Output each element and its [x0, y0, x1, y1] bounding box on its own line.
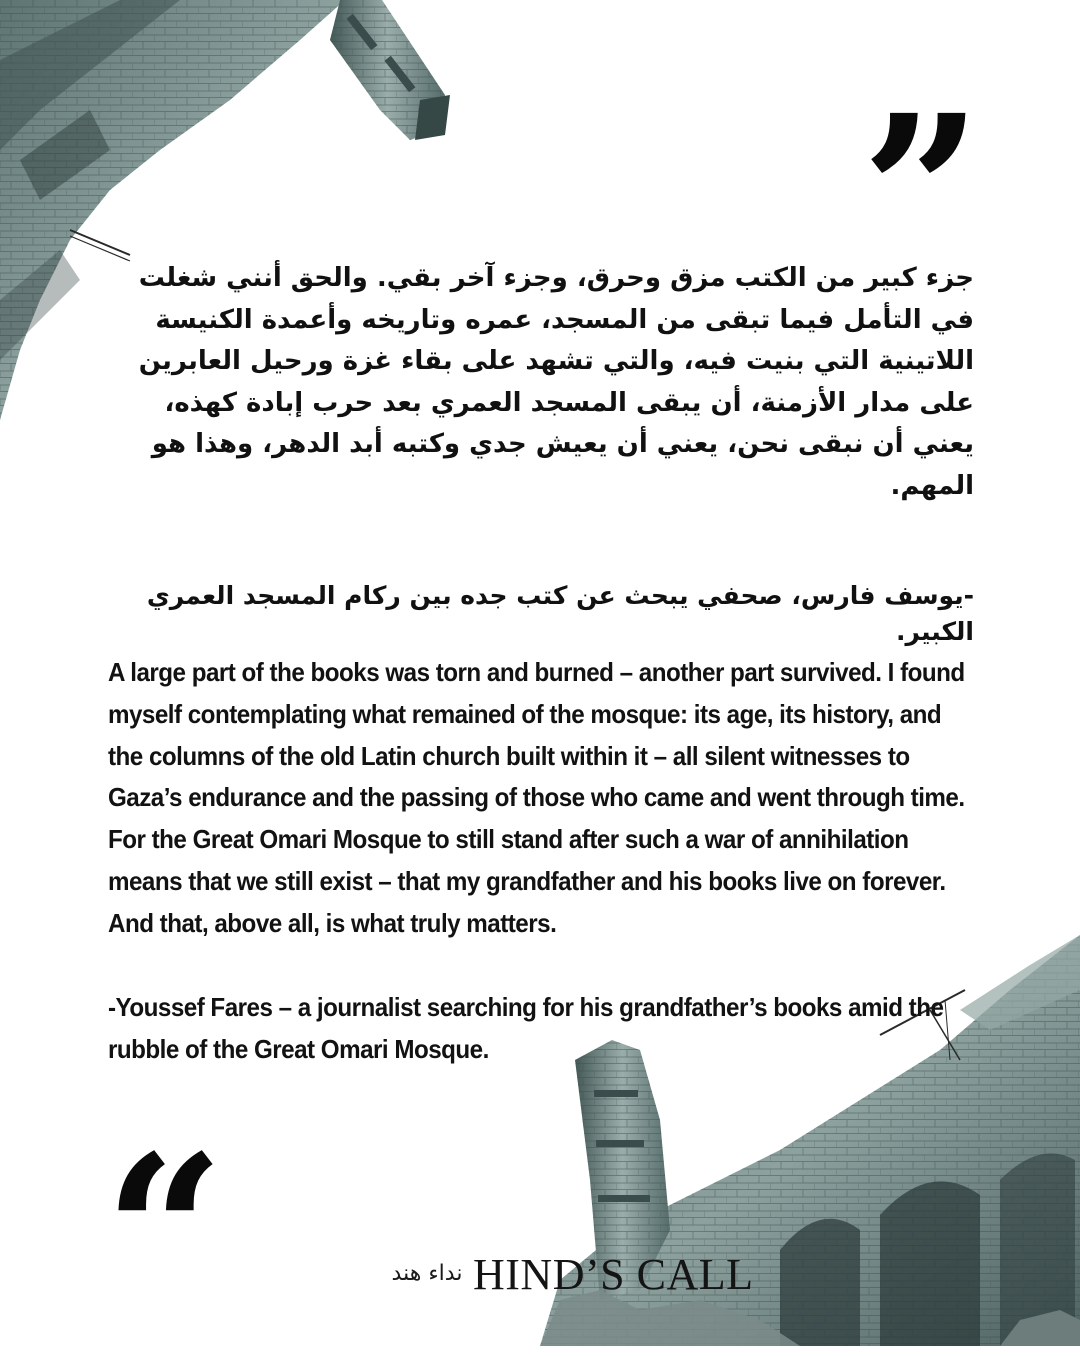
english-attribution: -Youssef Fares – a journalist searching for his grandfather’s books amid the rubble of the Great Omari Mosque.: [108, 992, 944, 1064]
brand-logo: [387, 1244, 753, 1304]
closing-quote-mark: “: [104, 1109, 225, 1356]
arabic-quote-paragraph: جزء كبير من الكتب مزق وحرق، وجزء آخر بقي. والحق أنني شغلت في التأمل فيما تبقى من المسجد، عمره وتاريخه وأعمدة الكنيسة اللاتينية التي بنيت فيه، والتي تشهد على بقاء غزة ورحيل العابرين على مدار الأزمنة، أن يبقى المسجد العمري بعد حرب إبادة كهذه، يعني أن نبقى نحن، يعني أن يعيش جدي وكتبه أبد الدهر، وهذا هو المهم.: [138, 263, 974, 501]
opening-quote-mark: ”: [861, 69, 982, 316]
arabic-attribution: -يوسف فارس، صحفي يبحث عن كتب جده بين ركام المسجد العمري الكبير.: [146, 581, 974, 646]
brand-arabic-name: نداء هند: [391, 1261, 463, 1286]
english-quote-paragraph: A large part of the books was torn and burned – another part survived. I found myself contemplating what remained of the mosque: its age, its history, and the columns of the old Latin church built within it – all silent witnesses to Gaza’s endurance and the passing of those who came and went through time. For the Great Omari Mosque to still stand after such a war of annihilation means that we still exist – that my grandfather and his books live on forever. And that, above all, is what truly matters.: [108, 657, 965, 938]
brand-english-name: HIND’S CALL: [473, 1249, 754, 1299]
